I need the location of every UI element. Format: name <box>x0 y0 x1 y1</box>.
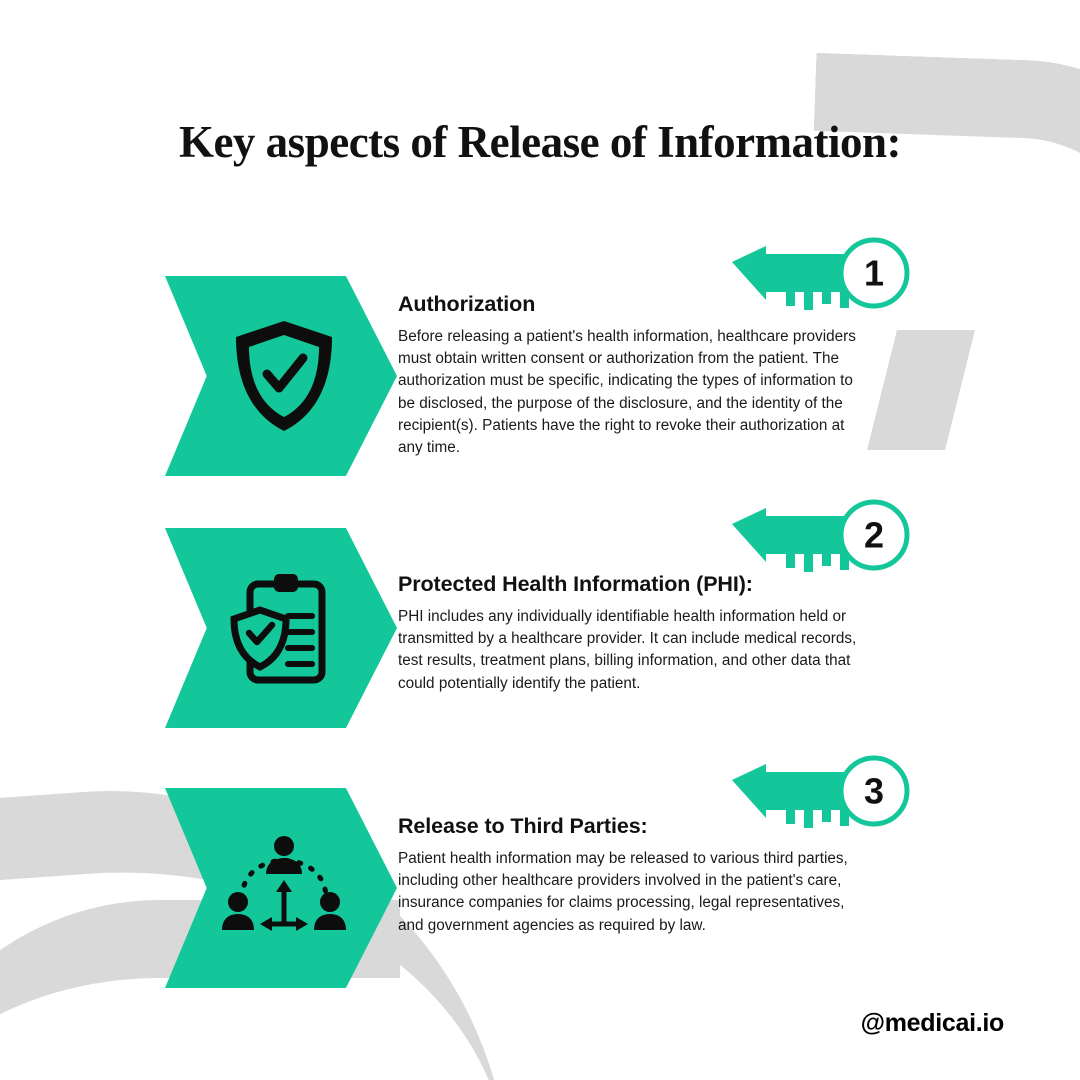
icon-banner <box>165 528 397 728</box>
key-badge <box>726 750 916 836</box>
item-heading: Protected Health Information (PHI): <box>398 572 753 596</box>
key-badge <box>726 232 916 318</box>
people-network-icon <box>222 832 346 944</box>
key-number: 2 <box>863 514 885 556</box>
item-body: Before releasing a patient's health information, healthcare providers must obtain written consent or authorization from the patient. The authorization must be specific, indicating the types of information to be disclosed, the purpose of the disclosure, and the identity of the recipient(s). Patients have the right to revoke their authorization at any time. <box>398 328 856 456</box>
key-number: 1 <box>863 252 885 294</box>
icon-banner <box>165 788 397 988</box>
key-number: 3 <box>863 770 885 812</box>
page-title: Key aspects of Release of Information: <box>178 117 902 168</box>
item-heading: Release to Third Parties: <box>398 814 648 838</box>
list-item <box>0 502 1080 764</box>
item-text-block <box>398 572 878 695</box>
shield-check-icon <box>232 318 336 434</box>
brand-handle: @medicai.io <box>860 1009 1004 1037</box>
icon-banner <box>165 276 397 476</box>
item-heading: Authorization <box>398 292 536 316</box>
aspects-list <box>0 240 1080 1026</box>
item-body: Patient health information may be released to various third parties, including other healthcare providers involved in the patient's care, insurance companies for claims processing, legal representatives, and government agencies as required by law. <box>398 850 848 934</box>
list-item <box>0 764 1080 1026</box>
key-badge <box>726 494 916 580</box>
clipboard-shield-icon <box>230 570 338 686</box>
list-item <box>0 240 1080 502</box>
item-body: PHI includes any individually identifiable health information held or transmitted by a healthcare provider. It can include medical records, test results, treatment plans, billing information, and other data that could potentially identify the patient. <box>398 608 857 692</box>
